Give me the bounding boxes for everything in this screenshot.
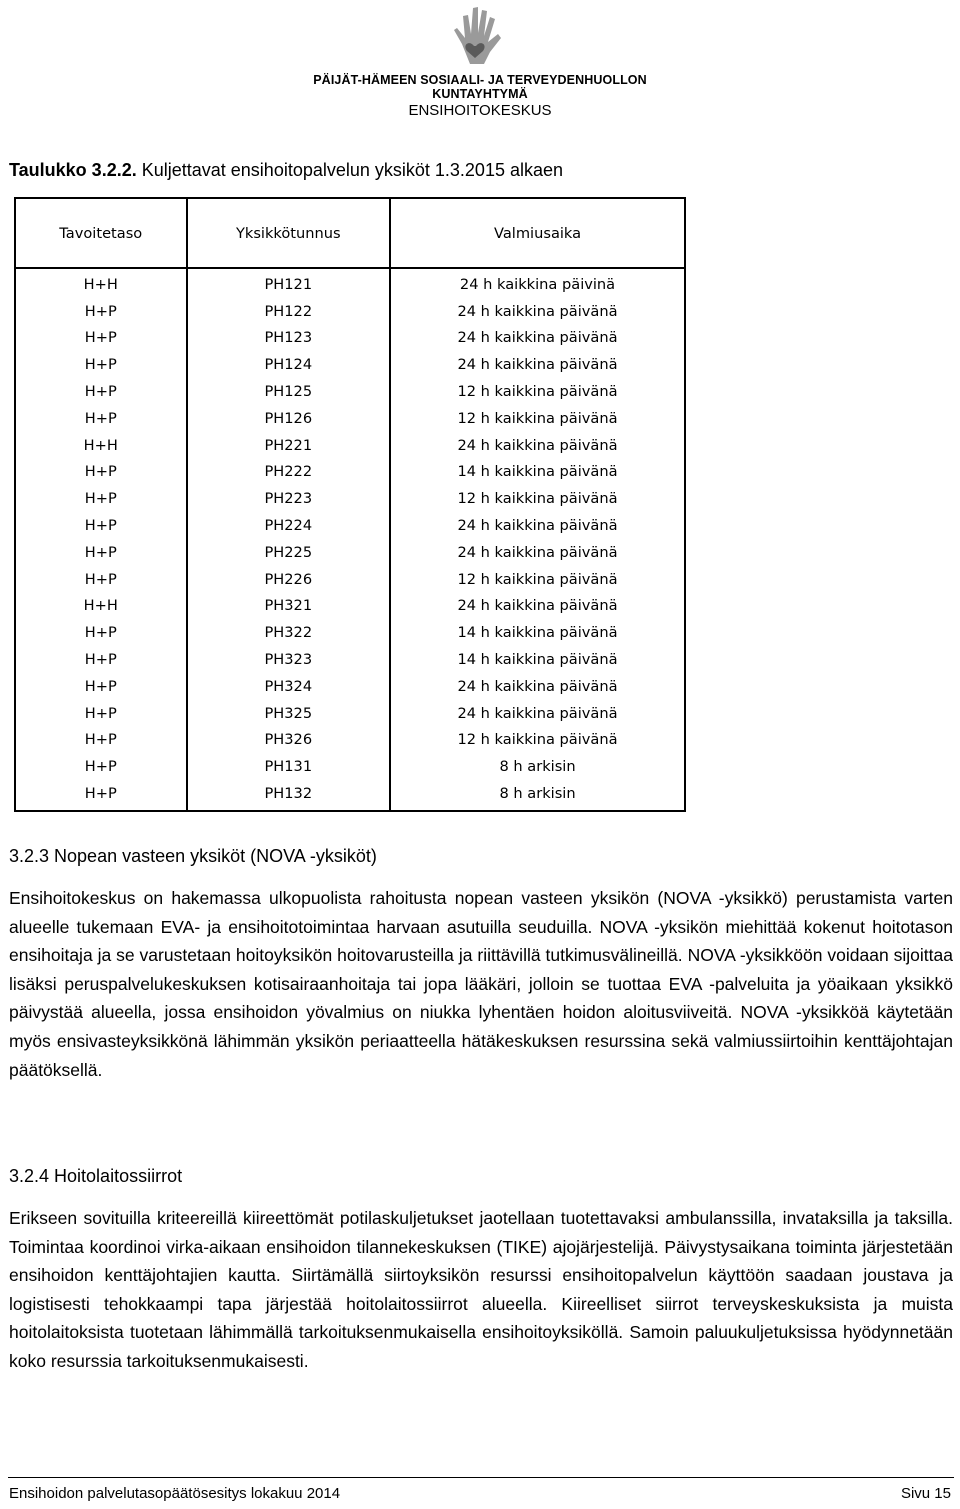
tavoitetaso-cell: H+H	[83, 597, 118, 615]
tavoitetaso-cell: H+H	[83, 275, 118, 293]
table-row	[15, 646, 685, 673]
table-row	[15, 378, 685, 405]
table-row	[15, 485, 685, 512]
yksikkotunnus-cell: PH225	[187, 539, 391, 566]
yksikkotunnus-cell: PH124	[187, 351, 391, 378]
table-row	[15, 512, 685, 539]
table-row	[15, 325, 685, 352]
tavoitetaso-cell: H+P	[84, 463, 117, 481]
yksikkotunnus-cell: PH126	[187, 405, 391, 432]
valmiusaika-cell: 14 h kaikkina päivänä	[390, 646, 685, 673]
valmiusaika-cell: 24 h kaikkina päivänä	[390, 298, 685, 325]
yksikkotunnus-cell: PH221	[187, 432, 391, 459]
tavoitetaso-cell: H+P	[84, 490, 117, 508]
tavoitetaso-cell: H+P	[84, 409, 117, 427]
table-row	[15, 432, 685, 459]
table-row	[15, 566, 685, 593]
column-header-valmiusaika: Valmiusaika	[390, 198, 685, 268]
valmiusaika-cell: 24 h kaikkina päivänä	[390, 512, 685, 539]
tavoitetaso-cell: H+P	[84, 543, 117, 561]
table-row	[15, 539, 685, 566]
yksikkotunnus-cell: PH132	[187, 780, 391, 811]
yksikkotunnus-cell: PH223	[187, 485, 391, 512]
valmiusaika-cell: 24 h kaikkina päivinä	[390, 268, 685, 298]
tavoitetaso-cell: H+P	[84, 758, 117, 776]
table-caption-number: Taulukko 3.2.2.	[9, 160, 137, 180]
footer-divider	[8, 1477, 954, 1478]
valmiusaika-cell: 24 h kaikkina päivänä	[390, 673, 685, 700]
units-table	[14, 197, 686, 812]
yksikkotunnus-cell: PH322	[187, 619, 391, 646]
yksikkotunnus-cell: PH226	[187, 566, 391, 593]
tavoitetaso-cell: H+H	[83, 436, 118, 454]
table-row	[15, 459, 685, 486]
yksikkotunnus-cell: PH222	[187, 459, 391, 486]
tavoitetaso-cell: H+P	[84, 356, 117, 374]
table-caption-text: Kuljettavat ensihoitopalvelun yksiköt 1.3.2015 alkaen	[141, 160, 564, 180]
section-heading-nova: 3.2.3 Nopean vasteen yksiköt (NOVA -yksiköt)	[9, 846, 377, 866]
table-row	[15, 780, 685, 811]
valmiusaika-cell: 14 h kaikkina päivänä	[390, 619, 685, 646]
table-row	[15, 593, 685, 620]
table-row	[15, 673, 685, 700]
hand-heart-logo	[440, 0, 520, 70]
tavoitetaso-cell: H+P	[84, 651, 117, 669]
table-row	[15, 753, 685, 780]
tavoitetaso-cell: H+P	[84, 329, 117, 347]
table-row	[15, 351, 685, 378]
tavoitetaso-cell: H+P	[84, 302, 117, 320]
valmiusaika-cell: 24 h kaikkina päivänä	[390, 593, 685, 620]
yksikkotunnus-cell: PH122	[187, 298, 391, 325]
tavoitetaso-cell: H+P	[84, 677, 117, 695]
yksikkotunnus-cell: PH125	[187, 378, 391, 405]
valmiusaika-cell: 12 h kaikkina päivänä	[390, 727, 685, 754]
yksikkotunnus-cell: PH325	[187, 700, 391, 727]
valmiusaika-cell: 12 h kaikkina päivänä	[390, 378, 685, 405]
valmiusaika-cell: 12 h kaikkina päivänä	[390, 566, 685, 593]
organization-unit: ENSIHOITOKESKUS	[408, 102, 552, 119]
column-header-yksikkotunnus: Yksikkötunnus	[187, 198, 391, 268]
valmiusaika-cell: 8 h arkisin	[390, 753, 685, 780]
tavoitetaso-cell: H+P	[84, 517, 117, 535]
table-row	[15, 298, 685, 325]
table-header-row	[15, 198, 685, 268]
footer-document-title: Ensihoidon palvelutasopäätösesitys lokakuu 2014	[9, 1485, 341, 1502]
table-caption	[9, 160, 563, 181]
tavoitetaso-cell: H+P	[84, 624, 117, 642]
valmiusaika-cell: 12 h kaikkina päivänä	[390, 405, 685, 432]
valmiusaika-cell: 24 h kaikkina päivänä	[390, 539, 685, 566]
valmiusaika-cell: 8 h arkisin	[390, 780, 685, 811]
yksikkotunnus-cell: PH123	[187, 325, 391, 352]
valmiusaika-cell: 24 h kaikkina päivänä	[390, 351, 685, 378]
tavoitetaso-cell: H+P	[84, 383, 117, 401]
yksikkotunnus-cell: PH131	[187, 753, 391, 780]
yksikkotunnus-cell: PH121	[187, 268, 391, 298]
table-row	[15, 727, 685, 754]
yksikkotunnus-cell: PH321	[187, 593, 391, 620]
table-row	[15, 700, 685, 727]
valmiusaika-cell: 12 h kaikkina päivänä	[390, 485, 685, 512]
yksikkotunnus-cell: PH224	[187, 512, 391, 539]
tavoitetaso-cell: H+P	[84, 785, 117, 803]
paragraph-nova: Ensihoitokeskus on hakemassa ulkopuolista rahoitusta nopean vasteen yksikön (NOVA -yksikkö) perustamista varten alueelle tukemaan EVA- ja ensihoitotoimintaa harvaan asutuilla seuduilla. NOVA -yksikön miehittää kokenut hoitotason ensihoitaja ja se varustetaan hoitoyksikön hoitovarusteilla ja riittävillä tutkimusvälineillä. NOVA -yksikköön voidaan sijoittaa lisäksi peruspalvelukeskuksen kotisairaanhoitaja tai jopa lääkäri, jolloin se tuottaa EVA -palveluita ja yöaikaan yksikkö päivystää alueella, jossa ensihoidon yövalmius on niukka lyhentäen hoidon aloitusviiveitä. NOVA -yksikköä käytetään myös ensivasteyksikkönä lähimmän yksikön periaatteella hätäkeskuksen resurssina sekä valmiussiirtoihin kenttäjohtajan päätöksellä.	[9, 888, 953, 1080]
yksikkotunnus-cell: PH323	[187, 646, 391, 673]
table-row	[15, 619, 685, 646]
valmiusaika-cell: 14 h kaikkina päivänä	[390, 459, 685, 486]
tavoitetaso-cell: H+P	[84, 570, 117, 588]
footer-page-number: Sivu 15	[900, 1485, 951, 1502]
paragraph-hoitolaitossiirrot: Erikseen sovituilla kriteereillä kiireettömät potilaskuljetukset jaotellaan tuotettavaksi ambulanssilla, invataksilla ja taksilla. Toimintaa koordinoi virka-aikaan ensihoidon tilannekeskuksen (TIKE) ajojärjestelijä. Päivystysaikana toiminta järjestetään ensihoidon kenttäjohtajien kautta. Siirtämällä siirtoyksikön resurssi ensihoitopalvelun käyttöön saadaan joustava ja logistisesti tehokkaampi tapa järjestää hoitolaitossiirrot alueella. Kiireelliset siirrot terveyskeskuksista ja muista hoitolaitoksista tuotetaan lähimmällä tarkoituksenmukaisella ensihoitoyksiköllä. Samoin paluukuljetuksissa hyödynnetään koko resurssia tarkoituksenmukaisesti.	[9, 1208, 953, 1371]
table-row	[15, 268, 685, 298]
table-row	[15, 405, 685, 432]
table-body	[15, 268, 685, 811]
yksikkotunnus-cell: PH326	[187, 727, 391, 754]
tavoitetaso-cell: H+P	[84, 731, 117, 749]
valmiusaika-cell: 24 h kaikkina päivänä	[390, 700, 685, 727]
valmiusaika-cell: 24 h kaikkina päivänä	[390, 325, 685, 352]
yksikkotunnus-cell: PH324	[187, 673, 391, 700]
valmiusaika-cell: 24 h kaikkina päivänä	[390, 432, 685, 459]
section-heading-hoitolaitossiirrot: 3.2.4 Hoitolaitossiirrot	[9, 1166, 183, 1186]
column-header-tavoitetaso: Tavoitetaso	[15, 198, 187, 268]
tavoitetaso-cell: H+P	[84, 704, 117, 722]
organization-name: PÄIJÄT-HÄMEEN SOSIAALI- JA TERVEYDENHUOLLON KUNTAYHTYMÄ	[313, 73, 647, 101]
